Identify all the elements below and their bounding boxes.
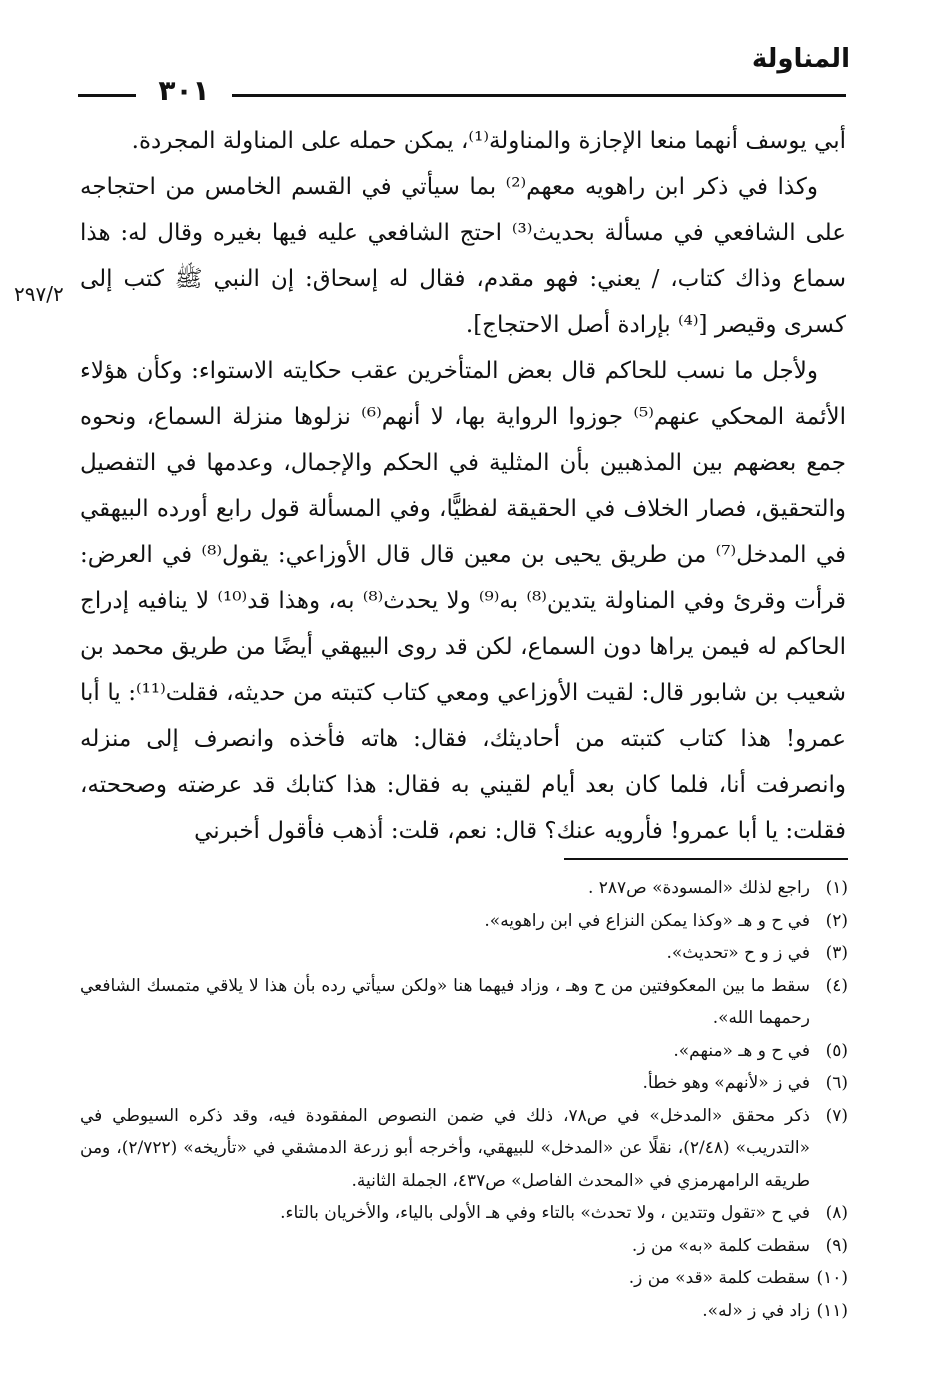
footnote-text: راجع لذلك «المسودة» ص٢٨٧ .: [587, 878, 810, 898]
footnote: [80, 970, 848, 1035]
paragraph: أبي يوسف أنهما منعا الإجازة والمناولة⁽¹⁾، يمكن حمله على المناولة المجردة.: [131, 128, 846, 154]
footnote-number: (٥): [825, 1040, 848, 1061]
footnote-number: (١٠): [816, 1268, 848, 1288]
footnote-number: (١١): [816, 1300, 848, 1321]
footnotes: [80, 872, 848, 1327]
page-number: ٣٠١: [158, 74, 210, 107]
paragraph: ولأجل ما نسب للحاكم قال بعض المتأخرين عقب حكايته الاستواء: وكأن هؤلاء الأئمة المحكي عنهم⁽⁵⁾ جوزوا الرواية بها، لا أنهم⁽⁶⁾ نزلوها منزلة السماع، ونحوه جمع بعضهم بين المذهبين بأن المثلية في الحكم والإجمال، وعدمها في التفصيل والتحقيق، فصار الخلاف في الحقيقة لفظيًّا، وفي المسألة قول رابع أورده البيهقي في المدخل⁽⁷⁾ من طريق يحيى بن معين قال قال الأوزاعي: يقول⁽⁸⁾ في العرض: قرأت وقرئ وفي المناولة يتدين⁽⁸⁾ به⁽⁹⁾ ولا يحدث⁽⁸⁾ به، وهذا قد⁽¹⁰⁾ لا ينافيه إدراج الحاكم له فيمن يراها دون السماع، لكن قد روى البيهقي أيضًا من طريق محمد بن شعيب بن شابور قال: لقيت الأوزاعي ومعي كتاب كتبته من حديثه، فقلت⁽¹¹⁾: يا أبا عمرو! هذا كتاب كتبته من أحاديثك، فقال: هاته فأخذه وانصرف إلى منزله وانصرفت أنا، فلما كان بعد أيام لقيني به فقال: هذا كتابك قد عرضته وصححته، فقلت: يا أبا عمرو! فأرويه عنك؟ قال: نعم، قلت: أذهب فأقول أخبرني: [80, 358, 847, 844]
footnote: [80, 937, 848, 970]
footnote-number: (٨): [825, 1203, 848, 1223]
footnote-separator: [564, 858, 848, 860]
footnote-text: في ح و هـ «وكذا يمكن النزاع في ابن راهويه».: [484, 910, 810, 931]
footnote-text: في ز و ح «تحديث».: [666, 943, 810, 963]
footnote-text: سقطت كلمة «قد» من ز.: [628, 1268, 810, 1288]
footnote-text: زاد في ز «له».: [702, 1300, 810, 1321]
footnote: [80, 1067, 848, 1100]
footnote-number: (٧): [825, 1105, 848, 1126]
footnote-number: (٤): [825, 975, 848, 996]
footnote: [80, 1197, 848, 1230]
footnote-text: في ح «تقول وتتدين ، ولا تحدث» بالتاء وفي هـ الأولى بالياء، والأخريان بالتاء.: [280, 1203, 810, 1223]
paragraph: وكذا في ذكر ابن راهويه معهم⁽²⁾ بما سيأتي في القسم الخامس من احتجاجه على الشافعي في مسألة بحديث⁽³⁾ احتج الشافعي عليه فيها بغيره وقال له: هذا سماع وذاك كتاب، / يعني: فهو مقدم، فقال له إسحاق: إن النبي ﷺ كتب إلى كسرى وقيصر [⁽⁴⁾ بإرادة أصل الاحتجاج].: [80, 174, 846, 338]
footnote: [80, 905, 848, 938]
footnote-text: ذكر محقق «المدخل» في ص٧٨، ذلك في ضمن النصوص المفقودة فيه، وقد ذكره السيوطي في «التدريب» (٢/٤٨)، نقلًا عن «المدخل» للبيهقي، وأخرجه أبو زرعة الدمشقي في «تأريخه» (٢/٧٢٢)، ومن طريقه الرامهرمزي في «المحدث الفاصل» ص٤٣٧، الجملة الثانية.: [80, 1105, 811, 1191]
header-rule: [78, 94, 136, 97]
footnote: [80, 1230, 848, 1263]
running-title: المناولة: [751, 44, 850, 74]
margin-reference: ٢٩٧/٢: [14, 282, 64, 306]
footnote-number: (٣): [825, 943, 848, 963]
footnote-number: (٢): [825, 910, 848, 931]
footnote: [80, 1100, 848, 1198]
footnote-number: (٩): [825, 1235, 848, 1256]
footnote-text: سقط ما بين المعكوفتين من ح وهـ ، وزاد فيهما هنا «ولكن سيأتي رده بأن هذا لا يلاقي متمسك الشافعي رحمهما الله».: [80, 975, 810, 1028]
header-rule: [232, 94, 846, 97]
footnote: [80, 872, 848, 905]
footnote-text: سقطت كلمة «به» من ز.: [631, 1235, 810, 1256]
footnote-number: (٦): [825, 1073, 848, 1093]
footnote-number: (١): [825, 878, 848, 898]
footnote-text: في ح و هـ «منهم».: [673, 1040, 810, 1061]
main-text: [80, 118, 846, 854]
footnote: [80, 1035, 848, 1068]
footnote-text: في ز «لأنهم» وهو خطأ.: [642, 1073, 810, 1093]
footnote: [80, 1262, 848, 1295]
footnote: [80, 1295, 848, 1328]
